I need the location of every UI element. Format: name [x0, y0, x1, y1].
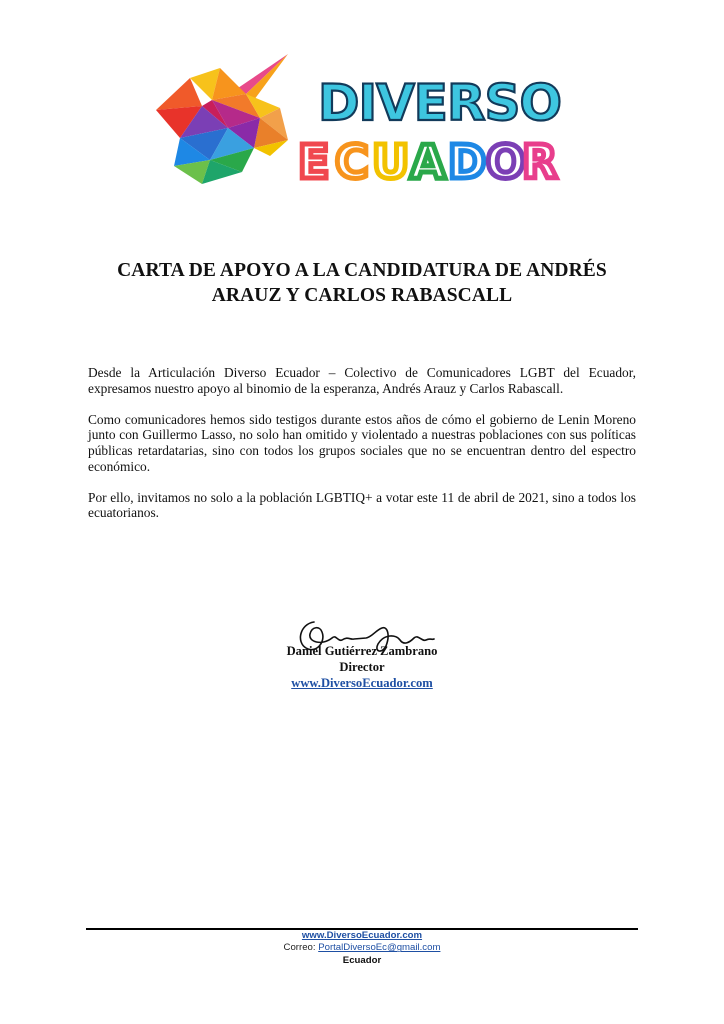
signer-name: Daniel Gutiérrez Zambrano	[286, 644, 438, 658]
signer-role: Director	[339, 660, 385, 674]
svg-text:D: D	[448, 135, 487, 189]
logo-ecuador-text	[298, 135, 557, 189]
paragraph-3: Por ello, invitamos no solo a la población LGBTIQ+ a votar este 11 de abril de 2021, sino a todos los ecuatorianos.	[88, 489, 636, 521]
svg-text:U: U	[372, 135, 410, 189]
document-title	[60, 258, 664, 308]
footer-email-link[interactable]: PortalDiversoEc@gmail.com	[318, 942, 441, 954]
footer-website-link[interactable]: www.DiversoEcuador.com	[301, 930, 423, 941]
title-line-1: CARTA DE APOYO A LA CANDIDATURA DE ANDRÉS	[117, 260, 607, 281]
logo-diverso-text: DIVERSO	[318, 74, 561, 132]
letter-body	[88, 365, 636, 537]
signature-website-link[interactable]: www.DiversoEcuador.com	[291, 676, 433, 690]
svg-text:E: E	[298, 135, 330, 189]
svg-text:C: C	[335, 135, 369, 189]
footer-country: Ecuador	[342, 954, 382, 966]
svg-text:O: O	[486, 135, 526, 189]
title-line-2: ARAUZ Y CARLOS RABASCALL	[211, 285, 513, 306]
svg-text:A: A	[410, 135, 446, 189]
footer	[86, 930, 638, 967]
diverso-ecuador-logo	[150, 48, 561, 189]
svg-text:R: R	[522, 135, 558, 189]
paragraph-1: Desde la Articulación Diverso Ecuador – Colectivo de Comunicadores LGBT del Ecuador, expresamos nuestro apoyo al binomio de la esperanza, Andrés Arauz y Carlos Rabascall.	[88, 365, 636, 396]
unicorn-head-icon	[156, 54, 288, 184]
footer-email-label: Correo:	[283, 942, 319, 954]
paragraph-2: Como comunicadores hemos sido testigos durante estos años de cómo el gobierno de Lenin Moreno junto con Guillermo Lasso, no solo han omitido y violentado a nuestras poblaciones con sus políticas públicas retardatarias, sino con todos los grupos sociales que no se encuentran dentro del espectro económico.	[88, 411, 636, 474]
